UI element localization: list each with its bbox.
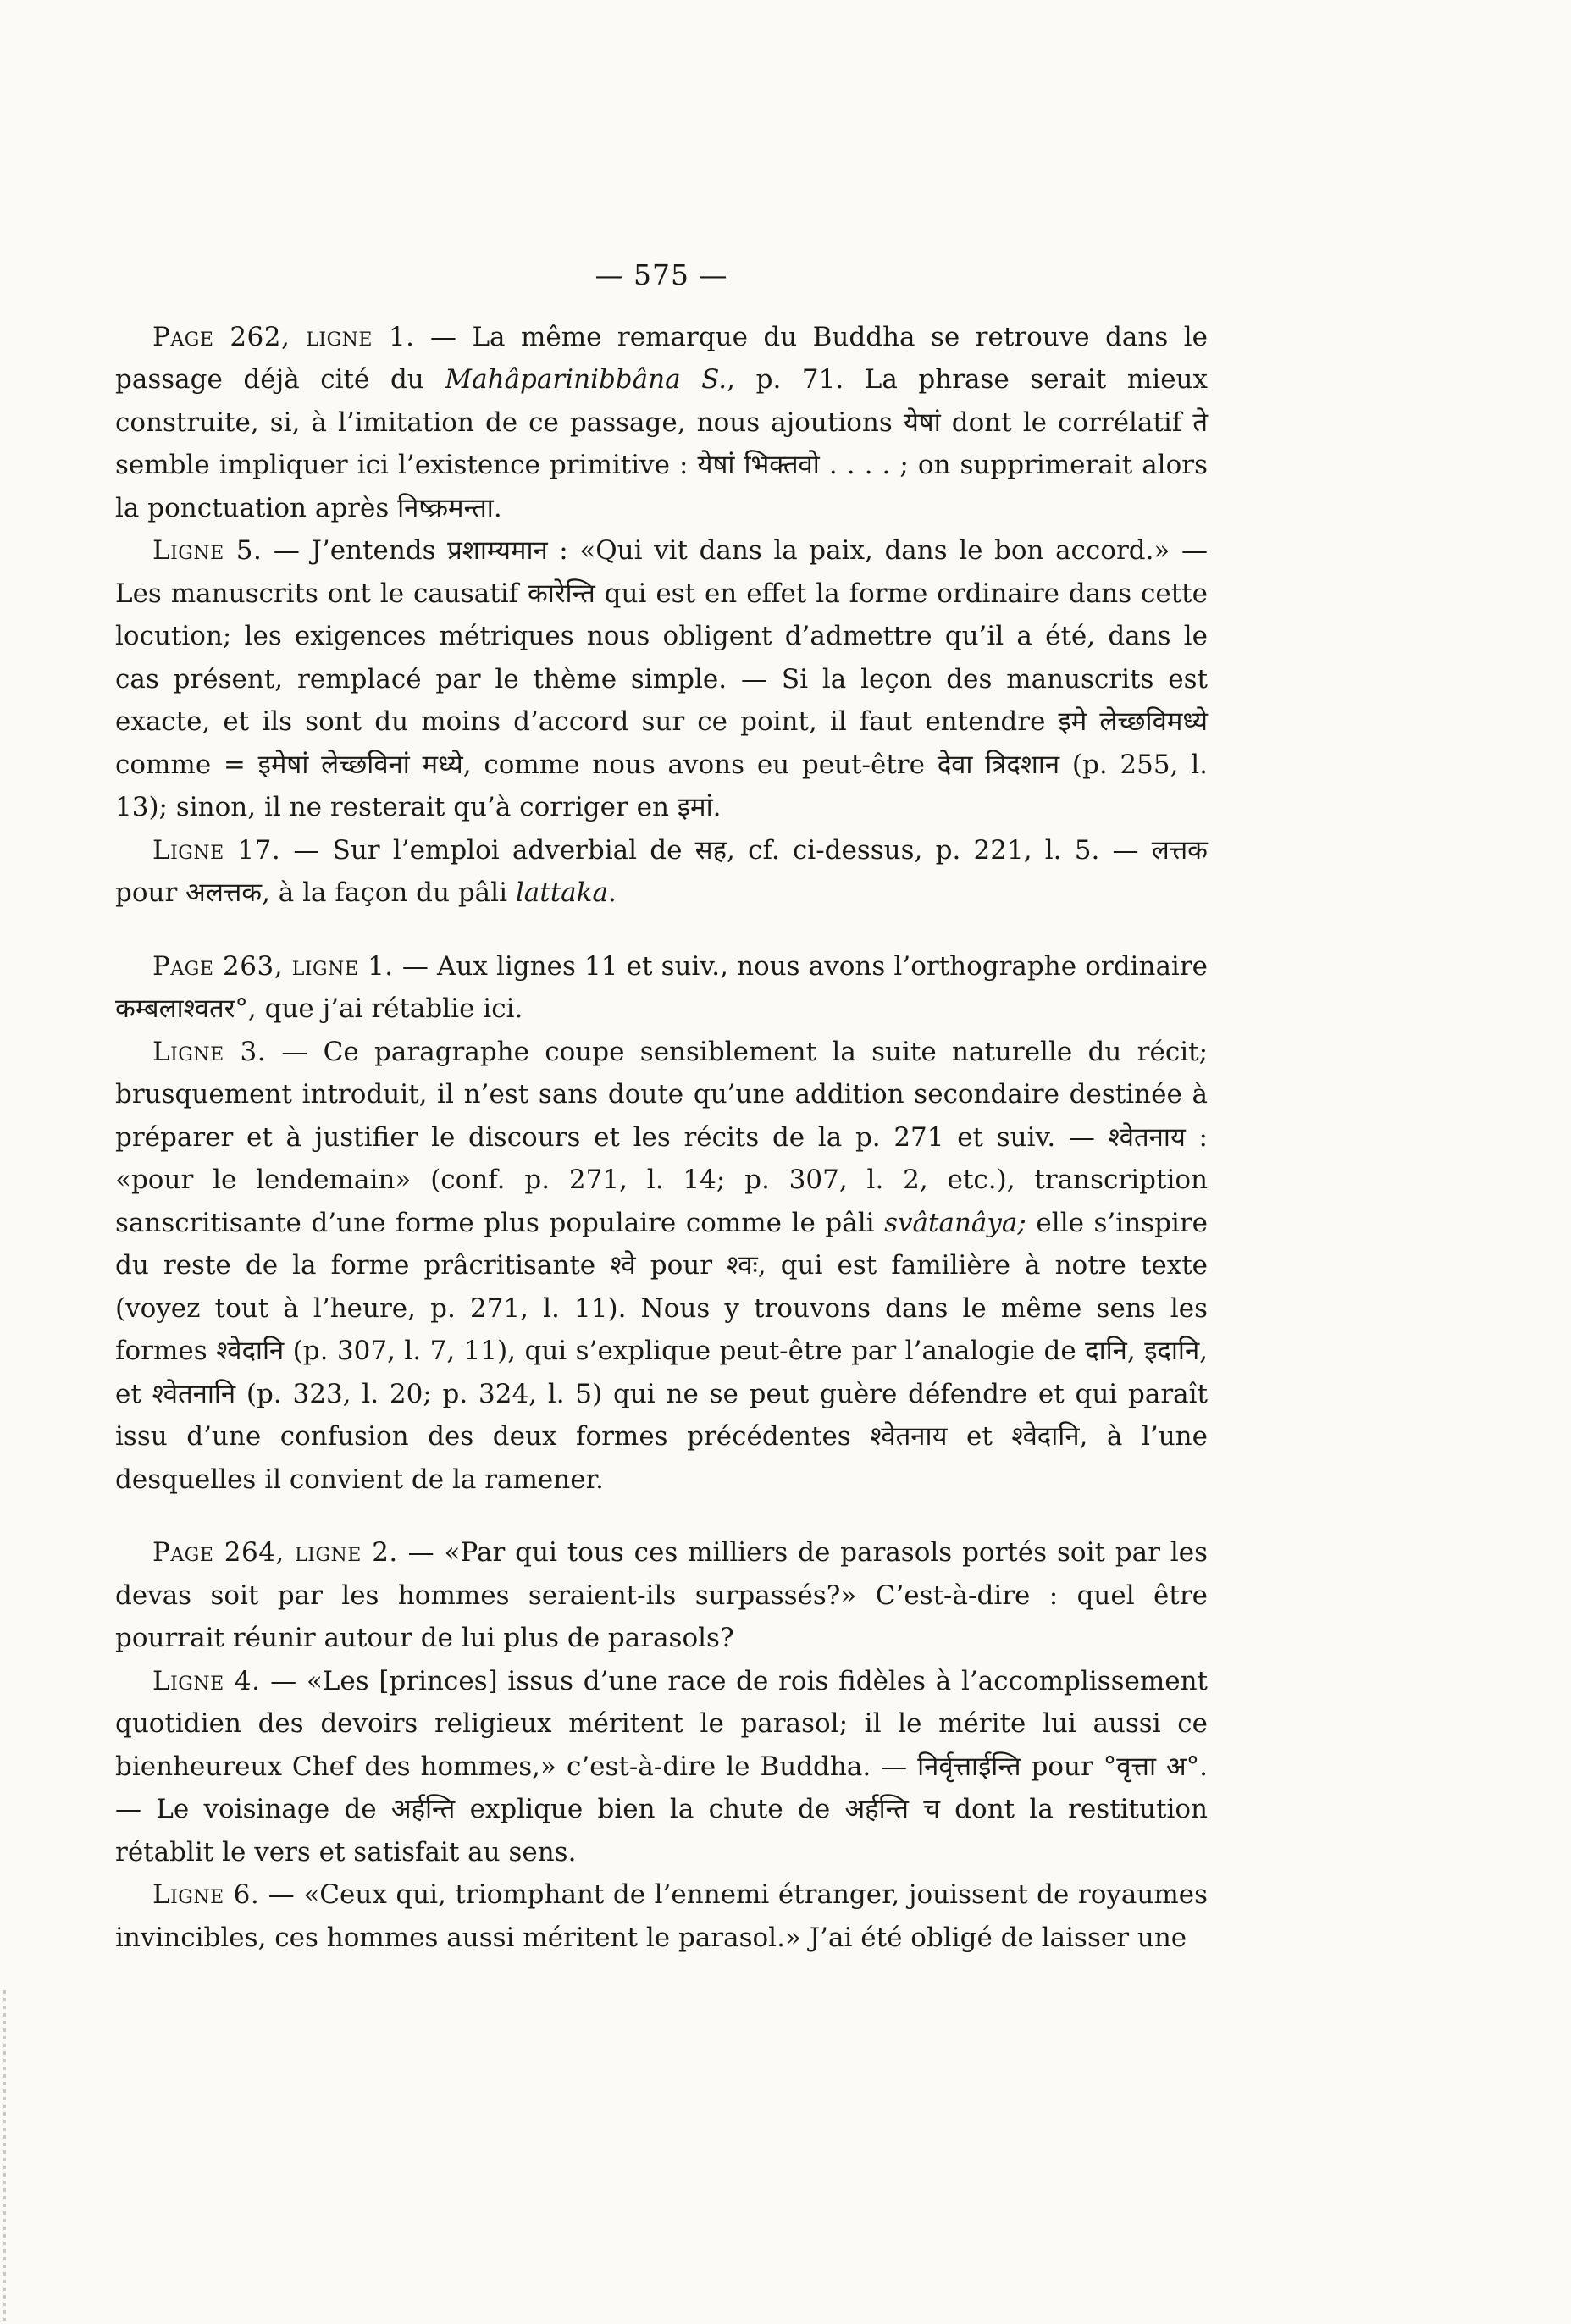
section-page-262	[115, 316, 1208, 915]
note-reference: Ligne 6.	[152, 1879, 260, 1910]
note-page-264-line-2	[115, 1531, 1208, 1660]
note-reference: Page 263, ligne 1.	[152, 950, 394, 982]
note-text-continued: .	[607, 877, 617, 908]
note-page-262-line-1	[115, 316, 1208, 530]
page-number: — 575 —	[595, 258, 728, 291]
note-text: — La même remarque du Buddha se retrouve dans le passage déjà cité du	[115, 321, 1208, 395]
note-text: — «Les [princes] issus d’une race de rois fidèles à l’accomplissement quotidien des devoirs religieux méritent le parasol; il le mérite lui aussi ce bienheureux Chef des hommes,» c’est-à-dire le Buddha. — निर्वृत्ताईन्ति pour °वृत्ता अ°. — Le voisinage de अर्हन्ति explique bien la chute de अर्हन्ति च dont la restitution rétablit le vers et satisfait au sens.	[115, 1665, 1209, 1868]
section-page-263	[115, 945, 1208, 1502]
note-reference: Page 264, ligne 2.	[152, 1537, 398, 1568]
note-text-continued: , p. 71. La phrase serait mieux construite, si, à l’imitation de ce passage, nous ajoutions येषां dont le corrélatif ते semble impliquer ici l’existence primitive : येषां भिक्तवो . . . . ; on supprimerait alors la ponctuation après निष्क्रमन्ता.	[115, 364, 1208, 523]
note-reference: Ligne 4.	[152, 1665, 261, 1696]
note-line-5	[115, 529, 1208, 829]
note-italic: lattaka	[515, 877, 608, 908]
note-page-263-line-1	[115, 945, 1208, 1031]
note-italic: svâtanâya;	[884, 1207, 1026, 1238]
note-text: — J’entends प्रशाम्यमान : «Qui vit dans la paix, dans le bon accord.» — Les manuscrits ont le causatif कारेन्ति qui est en effet la forme ordinaire dans cette locution; les exigences métriques nous obligent d’admettre qu’il a été, dans le cas présent, remplacé par le thème simple. — Si la leçon des manuscrits est exacte, et ils sont du moins d’accord sur ce point, il faut entendre इमे लेच्छविमध्ये comme = इमेषां लेच्छविनां मध्ये, comme nous avons eu peut-être देवा त्रिदशान (p. 255, l. 13); sinon, il ne resterait qu’à corriger en इमां.	[115, 535, 1208, 822]
book-page	[115, 254, 1208, 1959]
note-text: — Ce paragraphe coupe sensiblement la suite naturelle du récit; brusquement introduit, il n’est sans doute qu’une addition secondaire destinée à préparer et à justifier le discours et les récits de la p. 271 et suiv. — श्वेतनाय : «pour le lendemain» (conf. p. 271, l. 14; p. 307, l. 2, etc.), transcription sanscritisante d’une forme plus populaire comme le pâli	[115, 1036, 1209, 1238]
section-page-264	[115, 1531, 1208, 1959]
note-text: — Sur l’emploi adverbial de सह, cf. ci-dessus, p. 221, l. 5. — लत्तक pour अलत्तक, à la façon du pâli	[115, 834, 1208, 908]
note-text-continued: elle s’inspire du reste de la forme prâcritisante श्वे pour श्वः, qui est familière à notre texte (voyez tout à l’heure, p. 271, l. 11). Nous y trouvons dans le même sens les formes श्वेदानि (p. 307, l. 7, 11), qui s’explique peut-être par l’analogie de दानि, इदानि, et श्वेतनानि (p. 323, l. 20; p. 324, l. 5) qui ne se peut guère défendre et qui paraît issu d’une confusion des deux formes précédentes श्वेतनाय et श्वेदानि, à l’une desquelles il convient de la ramener.	[115, 1207, 1208, 1495]
note-line-3	[115, 1031, 1208, 1502]
note-text: — «Ceux qui, triomphant de l’ennemi étranger, jouissent de royaumes invincibles, ces hommes aussi méritent le parasol.» J’ai été obligé de laisser une	[115, 1879, 1208, 1953]
binding-edge-mark	[3, 1990, 6, 2321]
note-line-4	[115, 1660, 1208, 1874]
note-text: — «Par qui tous ces milliers de parasols portés soit par les devas soit par les hommes seraient-ils surpassés?» C’est-à-dire : quel être pourrait réunir autour de lui plus de parasols?	[115, 1537, 1208, 1653]
note-line-17	[115, 829, 1208, 915]
note-reference: Page 262, ligne 1.	[152, 321, 415, 352]
note-line-6	[115, 1873, 1208, 1959]
note-reference: Ligne 3.	[152, 1036, 267, 1067]
note-italic: Mahâparinibbâna S.	[445, 364, 727, 395]
note-reference: Ligne 5.	[152, 535, 263, 566]
note-reference: Ligne 17.	[152, 834, 281, 866]
note-text: — Aux lignes 11 et suiv., nous avons l’orthographe ordinaire कम्बलाश्वतर°, que j’ai rétablie ici.	[115, 950, 1208, 1024]
